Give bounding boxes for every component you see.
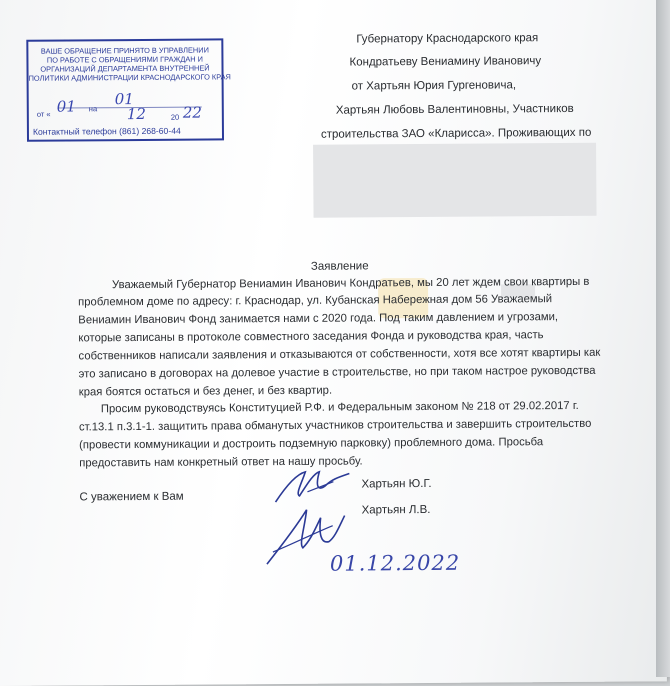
stamp-handwritten-sheets: 01 (114, 90, 134, 109)
addressee-line: Хартьян Любовь Валентиновны, Участников (335, 102, 574, 117)
handwritten-date: 01.12.2022 (329, 550, 461, 576)
body-line: ст.13.1 п.3.1-1. защитить права обманутых участников строительства и завершить строительство (78, 417, 592, 434)
stamp-line: ПОЛИТИКИ АДМИНИСТРАЦИИ КРАСНОДАРСКОГО КРАЯ (28, 72, 231, 83)
stamp-line: ВАШЕ ОБРАЩЕНИЕ ПРИНЯТО В УПРАВЛЕНИИ (40, 45, 209, 56)
body-line: края боятся остаться и без денег, и без квартир. (78, 384, 333, 399)
signer-name: Хартьян Ю.Г. (361, 477, 432, 491)
redacted-address (313, 143, 597, 218)
addressee-line: Кондратьеву Вениамину Ивановичу (349, 55, 542, 69)
body-line: которые записаны в протоколе совместного заседания Фонда и руководства края, часть (78, 329, 544, 345)
body-line: Просим руководствуясь Конституцией Р.Ф. и Федеральным законом № 218 от 29.02.2017 г. (78, 399, 579, 416)
signature-1 (267, 463, 357, 509)
body-line: (провести коммуникации и достроить подземную парковку) проблемного дома. Просьба (79, 436, 544, 452)
stamp-date-prefix: от « (36, 109, 51, 119)
stamp-line: ПО РАБОТЕ С ОБРАЩЕНИЯМИ ГРАЖДАН И (46, 54, 203, 65)
addressee-line: от Хартьян Юрия Гургеновича, (351, 79, 517, 93)
signer-name: Хартьян Л.В. (361, 503, 431, 517)
stamp-line: ОРГАНИЗАЦИЙ ДЕПАРТАМЕНТА ВНУТРЕННЕЙ (40, 63, 210, 74)
addressee-line: Губернатору Краснодарского края (356, 32, 539, 46)
registration-stamp (26, 38, 231, 141)
stamp-handwritten-year: 22 (182, 103, 202, 122)
body-line: предоставить нам конкретный ответ на нашу просьбу. (79, 455, 363, 470)
body-line: проблемном доме по адресу: г. Краснодар, ул. Кубанская Набережная дом 56 Уважаемый (78, 293, 553, 309)
page-edge-shadow (656, 0, 670, 677)
addressee-line: строительства ЗАО «Кларисса». Проживающих по (320, 126, 592, 141)
document-title: Заявление (310, 260, 369, 273)
body-line: Вениамин Иванович Фонд занимается нами с 2020 года. Под таким давлением и угрозами, (78, 311, 559, 327)
body-line: это записано в договорах на долевое участие в строительстве, но при таком настрое руководства (78, 364, 596, 381)
body-line: собственников написали заявления и отказываются от собственности, хотя все хотят квартиры как (78, 346, 601, 363)
stamp-handwritten-day: 01 (56, 97, 76, 116)
body-line: Уважаемый Губернатор Вениамин Иванович Кондратьев, мы 20 лет ждем свои квартиры в (111, 275, 590, 292)
stamp-year-prefix: 20 (170, 112, 180, 122)
regards-text: С уважением к Вам (79, 490, 184, 504)
stamp-na-label: на (88, 104, 98, 114)
stamp-phone: Контактный телефон (861) 268-60-44 (32, 125, 181, 137)
stamp-handwritten-month: 12 (126, 104, 146, 124)
